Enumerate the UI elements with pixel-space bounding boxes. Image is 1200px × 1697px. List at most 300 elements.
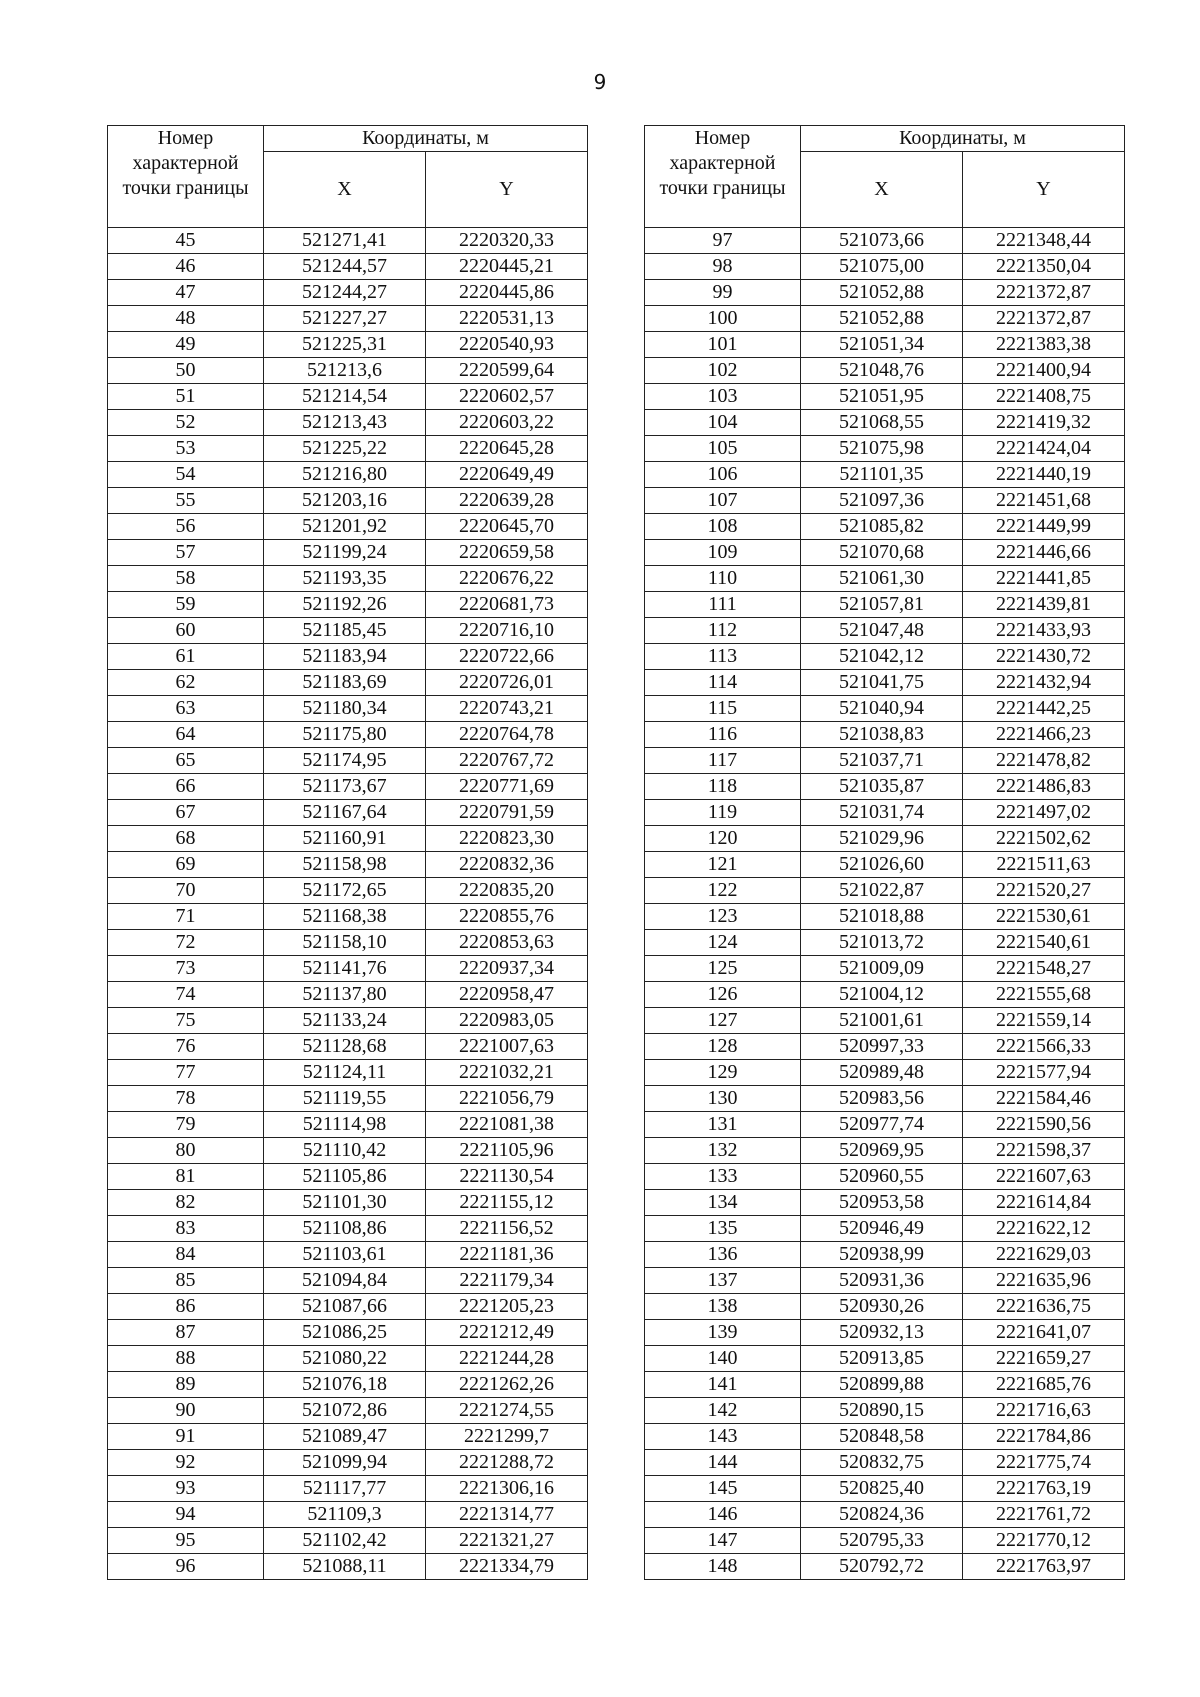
y-coordinate-cell: 2221530,61 (963, 904, 1125, 930)
table-row (108, 1476, 588, 1502)
x-coordinate-cell: 521192,26 (264, 592, 426, 618)
x-coordinate-cell: 520825,40 (801, 1476, 963, 1502)
y-coordinate-cell: 2220676,22 (426, 566, 588, 592)
x-coordinate-cell: 521185,45 (264, 618, 426, 644)
x-coordinate-cell: 521070,68 (801, 540, 963, 566)
point-number-cell: 52 (108, 410, 264, 436)
table-row (108, 644, 588, 670)
x-coordinate-cell: 520931,36 (801, 1268, 963, 1294)
x-coordinate-cell: 520989,48 (801, 1060, 963, 1086)
x-coordinate-cell: 521073,66 (801, 228, 963, 254)
y-coordinate-cell: 2220767,72 (426, 748, 588, 774)
table-row (108, 514, 588, 540)
point-number-cell: 50 (108, 358, 264, 384)
point-number-cell: 97 (645, 228, 801, 254)
table-row (645, 1034, 1125, 1060)
y-coordinate-cell: 2221440,19 (963, 462, 1125, 488)
point-number-cell: 54 (108, 462, 264, 488)
y-coordinate-cell: 2220445,21 (426, 254, 588, 280)
point-number-cell: 96 (108, 1554, 264, 1580)
y-coordinate-cell: 2220531,13 (426, 306, 588, 332)
x-coordinate-cell: 520977,74 (801, 1112, 963, 1138)
x-coordinate-cell: 521088,11 (264, 1554, 426, 1580)
y-coordinate-cell: 2221614,84 (963, 1190, 1125, 1216)
x-coordinate-cell: 521114,98 (264, 1112, 426, 1138)
x-coordinate-cell: 521013,72 (801, 930, 963, 956)
point-number-cell: 105 (645, 436, 801, 462)
y-coordinate-cell: 2220743,21 (426, 696, 588, 722)
x-coordinate-cell: 520792,72 (801, 1554, 963, 1580)
x-coordinate-cell: 521119,55 (264, 1086, 426, 1112)
x-coordinate-cell: 521097,36 (801, 488, 963, 514)
y-coordinate-cell: 2221635,96 (963, 1268, 1125, 1294)
x-coordinate-cell: 521199,24 (264, 540, 426, 566)
y-coordinate-cell: 2220835,20 (426, 878, 588, 904)
table-row (108, 696, 588, 722)
point-number-cell: 142 (645, 1398, 801, 1424)
table-row (108, 1528, 588, 1554)
x-coordinate-cell: 521087,66 (264, 1294, 426, 1320)
point-number-cell: 113 (645, 644, 801, 670)
point-number-cell: 141 (645, 1372, 801, 1398)
x-coordinate-cell: 521047,48 (801, 618, 963, 644)
x-coordinate-cell: 521180,34 (264, 696, 426, 722)
point-number-cell: 68 (108, 826, 264, 852)
point-number-cell: 109 (645, 540, 801, 566)
x-coordinate-cell: 521086,25 (264, 1320, 426, 1346)
point-number-cell: 132 (645, 1138, 801, 1164)
table-row (108, 930, 588, 956)
point-number-cell: 69 (108, 852, 264, 878)
point-number-cell: 146 (645, 1502, 801, 1528)
table-row (645, 1138, 1125, 1164)
point-number-cell: 148 (645, 1554, 801, 1580)
y-coordinate-cell: 2220726,01 (426, 670, 588, 696)
table-row (108, 722, 588, 748)
table-row (645, 1294, 1125, 1320)
y-coordinate-cell: 2221446,66 (963, 540, 1125, 566)
x-coordinate-cell: 521141,76 (264, 956, 426, 982)
y-coordinate-cell: 2221212,49 (426, 1320, 588, 1346)
y-coordinate-cell: 2221274,55 (426, 1398, 588, 1424)
table-row (108, 826, 588, 852)
point-number-cell: 67 (108, 800, 264, 826)
y-coordinate-cell: 2221262,26 (426, 1372, 588, 1398)
point-number-cell: 144 (645, 1450, 801, 1476)
table-row (645, 1060, 1125, 1086)
x-coordinate-cell: 521041,75 (801, 670, 963, 696)
table-row (645, 1242, 1125, 1268)
point-number-cell: 108 (645, 514, 801, 540)
x-coordinate-cell: 521089,47 (264, 1424, 426, 1450)
y-coordinate-cell: 2221419,32 (963, 410, 1125, 436)
table-row (645, 644, 1125, 670)
y-coordinate-cell: 2221566,33 (963, 1034, 1125, 1060)
table-row (108, 1060, 588, 1086)
point-number-cell: 61 (108, 644, 264, 670)
point-number-cell: 107 (645, 488, 801, 514)
table-row (645, 1216, 1125, 1242)
point-number-cell: 85 (108, 1268, 264, 1294)
point-number-cell: 131 (645, 1112, 801, 1138)
point-number-cell: 75 (108, 1008, 264, 1034)
table-row (645, 306, 1125, 332)
x-coordinate-cell: 520938,99 (801, 1242, 963, 1268)
x-coordinate-cell: 521213,43 (264, 410, 426, 436)
y-coordinate-cell: 2221181,36 (426, 1242, 588, 1268)
y-coordinate-cell: 2221775,74 (963, 1450, 1125, 1476)
y-coordinate-cell: 2221629,03 (963, 1242, 1125, 1268)
y-coordinate-cell: 2220659,58 (426, 540, 588, 566)
y-coordinate-cell: 2220958,47 (426, 982, 588, 1008)
table-row (108, 1034, 588, 1060)
table-row (108, 956, 588, 982)
point-number-cell: 112 (645, 618, 801, 644)
y-coordinate-cell: 2221763,97 (963, 1554, 1125, 1580)
table-row (645, 1268, 1125, 1294)
point-number-cell: 133 (645, 1164, 801, 1190)
table-row (108, 1372, 588, 1398)
table-row (645, 1528, 1125, 1554)
table-row (108, 306, 588, 332)
y-coordinate-cell: 2221372,87 (963, 280, 1125, 306)
table-row (645, 410, 1125, 436)
point-number-cell: 137 (645, 1268, 801, 1294)
table-row (108, 1268, 588, 1294)
point-number-cell: 94 (108, 1502, 264, 1528)
x-coordinate-cell: 521168,38 (264, 904, 426, 930)
x-coordinate-cell: 521117,77 (264, 1476, 426, 1502)
x-coordinate-cell: 521227,27 (264, 306, 426, 332)
point-number-cell: 89 (108, 1372, 264, 1398)
y-coordinate-cell: 2221400,94 (963, 358, 1125, 384)
point-number-cell: 45 (108, 228, 264, 254)
point-number-cell: 104 (645, 410, 801, 436)
header-coordinates: Координаты, м (801, 126, 1125, 152)
table-row (645, 1320, 1125, 1346)
point-number-cell: 100 (645, 306, 801, 332)
table-row (645, 956, 1125, 982)
table-row (645, 462, 1125, 488)
point-number-cell: 56 (108, 514, 264, 540)
coordinates-table-right (644, 125, 1125, 1580)
x-coordinate-cell: 520899,88 (801, 1372, 963, 1398)
y-coordinate-cell: 2221383,38 (963, 332, 1125, 358)
x-coordinate-cell: 521124,11 (264, 1060, 426, 1086)
point-number-cell: 118 (645, 774, 801, 800)
table-row (645, 1112, 1125, 1138)
table-row (108, 1190, 588, 1216)
table-row (108, 384, 588, 410)
y-coordinate-cell: 2220716,10 (426, 618, 588, 644)
point-number-cell: 66 (108, 774, 264, 800)
x-coordinate-cell: 521244,57 (264, 254, 426, 280)
point-number-cell: 95 (108, 1528, 264, 1554)
point-number-cell: 110 (645, 566, 801, 592)
table-row (108, 566, 588, 592)
x-coordinate-cell: 521018,88 (801, 904, 963, 930)
x-coordinate-cell: 521022,87 (801, 878, 963, 904)
y-coordinate-cell: 2221636,75 (963, 1294, 1125, 1320)
table-row (645, 488, 1125, 514)
y-coordinate-cell: 2220645,70 (426, 514, 588, 540)
point-number-cell: 106 (645, 462, 801, 488)
x-coordinate-cell: 521101,35 (801, 462, 963, 488)
header-x: X (264, 152, 426, 228)
table-row (108, 904, 588, 930)
table-row (108, 358, 588, 384)
point-number-cell: 124 (645, 930, 801, 956)
point-number-cell: 73 (108, 956, 264, 982)
x-coordinate-cell: 521075,98 (801, 436, 963, 462)
table-row (108, 1138, 588, 1164)
table-row (108, 618, 588, 644)
y-coordinate-cell: 2221408,75 (963, 384, 1125, 410)
x-coordinate-cell: 520890,15 (801, 1398, 963, 1424)
x-coordinate-cell: 521183,94 (264, 644, 426, 670)
x-coordinate-cell: 521102,42 (264, 1528, 426, 1554)
point-number-cell: 139 (645, 1320, 801, 1346)
y-coordinate-cell: 2221156,52 (426, 1216, 588, 1242)
y-coordinate-cell: 2221288,72 (426, 1450, 588, 1476)
table-row (108, 982, 588, 1008)
y-coordinate-cell: 2221430,72 (963, 644, 1125, 670)
point-number-cell: 83 (108, 1216, 264, 1242)
point-number-cell: 91 (108, 1424, 264, 1450)
table-row (645, 904, 1125, 930)
table-row (645, 1554, 1125, 1580)
table-row (645, 670, 1125, 696)
x-coordinate-cell: 521225,22 (264, 436, 426, 462)
point-number-cell: 120 (645, 826, 801, 852)
y-coordinate-cell: 2221424,04 (963, 436, 1125, 462)
y-coordinate-cell: 2220853,63 (426, 930, 588, 956)
table-row (645, 540, 1125, 566)
table-row (645, 1372, 1125, 1398)
y-coordinate-cell: 2221540,61 (963, 930, 1125, 956)
y-coordinate-cell: 2220855,76 (426, 904, 588, 930)
point-number-cell: 78 (108, 1086, 264, 1112)
table-body-left (108, 228, 588, 1580)
point-number-cell: 87 (108, 1320, 264, 1346)
x-coordinate-cell: 521160,91 (264, 826, 426, 852)
y-coordinate-cell: 2220603,22 (426, 410, 588, 436)
x-coordinate-cell: 520930,26 (801, 1294, 963, 1320)
point-number-cell: 65 (108, 748, 264, 774)
table-row (108, 1294, 588, 1320)
x-coordinate-cell: 521051,95 (801, 384, 963, 410)
y-coordinate-cell: 2221442,25 (963, 696, 1125, 722)
y-coordinate-cell: 2220599,64 (426, 358, 588, 384)
point-number-cell: 55 (108, 488, 264, 514)
table-row (645, 696, 1125, 722)
point-number-cell: 51 (108, 384, 264, 410)
y-coordinate-cell: 2221511,63 (963, 852, 1125, 878)
x-coordinate-cell: 521216,80 (264, 462, 426, 488)
table-row (645, 982, 1125, 1008)
table-row (108, 1320, 588, 1346)
y-coordinate-cell: 2220645,28 (426, 436, 588, 462)
header-point-number: Номер характерной точки границы (108, 126, 264, 228)
point-number-cell: 116 (645, 722, 801, 748)
table-row (108, 852, 588, 878)
x-coordinate-cell: 521203,16 (264, 488, 426, 514)
point-number-cell: 127 (645, 1008, 801, 1034)
point-number-cell: 99 (645, 280, 801, 306)
point-number-cell: 123 (645, 904, 801, 930)
x-coordinate-cell: 521009,09 (801, 956, 963, 982)
y-coordinate-cell: 2221486,83 (963, 774, 1125, 800)
table-row (108, 1008, 588, 1034)
table-row (645, 280, 1125, 306)
x-coordinate-cell: 521103,61 (264, 1242, 426, 1268)
x-coordinate-cell: 521108,86 (264, 1216, 426, 1242)
x-coordinate-cell: 521128,68 (264, 1034, 426, 1060)
point-number-cell: 48 (108, 306, 264, 332)
table-row (645, 384, 1125, 410)
table-row (645, 1398, 1125, 1424)
point-number-cell: 81 (108, 1164, 264, 1190)
table-row (108, 488, 588, 514)
y-coordinate-cell: 2221497,02 (963, 800, 1125, 826)
point-number-cell: 147 (645, 1528, 801, 1554)
table-row (645, 514, 1125, 540)
x-coordinate-cell: 521051,34 (801, 332, 963, 358)
table-row (108, 1112, 588, 1138)
x-coordinate-cell: 521158,10 (264, 930, 426, 956)
y-coordinate-cell: 2221761,72 (963, 1502, 1125, 1528)
x-coordinate-cell: 521183,69 (264, 670, 426, 696)
y-coordinate-cell: 2221590,56 (963, 1112, 1125, 1138)
table-row (108, 1424, 588, 1450)
point-number-cell: 122 (645, 878, 801, 904)
table-row (645, 1346, 1125, 1372)
table-row (645, 826, 1125, 852)
y-coordinate-cell: 2221555,68 (963, 982, 1125, 1008)
point-number-cell: 76 (108, 1034, 264, 1060)
table-row (645, 1164, 1125, 1190)
x-coordinate-cell: 521094,84 (264, 1268, 426, 1294)
x-coordinate-cell: 521038,83 (801, 722, 963, 748)
y-coordinate-cell: 2220639,28 (426, 488, 588, 514)
point-number-cell: 121 (645, 852, 801, 878)
y-coordinate-cell: 2221520,27 (963, 878, 1125, 904)
x-coordinate-cell: 520953,58 (801, 1190, 963, 1216)
table-row (108, 1502, 588, 1528)
x-coordinate-cell: 521040,94 (801, 696, 963, 722)
x-coordinate-cell: 521110,42 (264, 1138, 426, 1164)
y-coordinate-cell: 2220722,66 (426, 644, 588, 670)
point-number-cell: 77 (108, 1060, 264, 1086)
x-coordinate-cell: 520832,75 (801, 1450, 963, 1476)
x-coordinate-cell: 520795,33 (801, 1528, 963, 1554)
y-coordinate-cell: 2221314,77 (426, 1502, 588, 1528)
y-coordinate-cell: 2220445,86 (426, 280, 588, 306)
y-coordinate-cell: 2221577,94 (963, 1060, 1125, 1086)
y-coordinate-cell: 2221716,63 (963, 1398, 1125, 1424)
y-coordinate-cell: 2221641,07 (963, 1320, 1125, 1346)
x-coordinate-cell: 521193,35 (264, 566, 426, 592)
y-coordinate-cell: 2221155,12 (426, 1190, 588, 1216)
x-coordinate-cell: 521109,3 (264, 1502, 426, 1528)
point-number-cell: 140 (645, 1346, 801, 1372)
y-coordinate-cell: 2221598,37 (963, 1138, 1125, 1164)
point-number-cell: 62 (108, 670, 264, 696)
point-number-cell: 115 (645, 696, 801, 722)
header-x: X (801, 152, 963, 228)
point-number-cell: 98 (645, 254, 801, 280)
point-number-cell: 126 (645, 982, 801, 1008)
point-number-cell: 82 (108, 1190, 264, 1216)
y-coordinate-cell: 2221548,27 (963, 956, 1125, 982)
table-row (645, 930, 1125, 956)
header-y: Y (963, 152, 1125, 228)
point-number-cell: 101 (645, 332, 801, 358)
x-coordinate-cell: 521099,94 (264, 1450, 426, 1476)
x-coordinate-cell: 521167,64 (264, 800, 426, 826)
table-row (645, 722, 1125, 748)
point-number-cell: 80 (108, 1138, 264, 1164)
table-row (108, 670, 588, 696)
y-coordinate-cell: 2221205,23 (426, 1294, 588, 1320)
point-number-cell: 111 (645, 592, 801, 618)
point-number-cell: 59 (108, 592, 264, 618)
table-row (645, 1502, 1125, 1528)
table-row (645, 228, 1125, 254)
x-coordinate-cell: 521158,98 (264, 852, 426, 878)
table-row (645, 1450, 1125, 1476)
table-row (645, 254, 1125, 280)
point-number-cell: 71 (108, 904, 264, 930)
table-row (645, 748, 1125, 774)
y-coordinate-cell: 2221559,14 (963, 1008, 1125, 1034)
table-row (108, 436, 588, 462)
table-row (645, 358, 1125, 384)
y-coordinate-cell: 2221763,19 (963, 1476, 1125, 1502)
x-coordinate-cell: 521037,71 (801, 748, 963, 774)
table-body-right (645, 228, 1125, 1580)
x-coordinate-cell: 521244,27 (264, 280, 426, 306)
x-coordinate-cell: 521137,80 (264, 982, 426, 1008)
point-number-cell: 47 (108, 280, 264, 306)
table-row (645, 332, 1125, 358)
y-coordinate-cell: 2221348,44 (963, 228, 1125, 254)
y-coordinate-cell: 2220320,33 (426, 228, 588, 254)
point-number-cell: 60 (108, 618, 264, 644)
header-coordinates: Координаты, м (264, 126, 588, 152)
table-row (108, 1398, 588, 1424)
x-coordinate-cell: 521004,12 (801, 982, 963, 1008)
table-row (645, 618, 1125, 644)
table-row (108, 410, 588, 436)
table-row (108, 1216, 588, 1242)
x-coordinate-cell: 521061,30 (801, 566, 963, 592)
point-number-cell: 102 (645, 358, 801, 384)
table-row (108, 1450, 588, 1476)
y-coordinate-cell: 2221622,12 (963, 1216, 1125, 1242)
table-row (645, 592, 1125, 618)
point-number-cell: 57 (108, 540, 264, 566)
x-coordinate-cell: 521048,76 (801, 358, 963, 384)
x-coordinate-cell: 520960,55 (801, 1164, 963, 1190)
y-coordinate-cell: 2220937,34 (426, 956, 588, 982)
table-row (645, 1086, 1125, 1112)
table-row (108, 254, 588, 280)
y-coordinate-cell: 2221130,54 (426, 1164, 588, 1190)
table-row (108, 748, 588, 774)
table-row (108, 540, 588, 566)
x-coordinate-cell: 520983,56 (801, 1086, 963, 1112)
